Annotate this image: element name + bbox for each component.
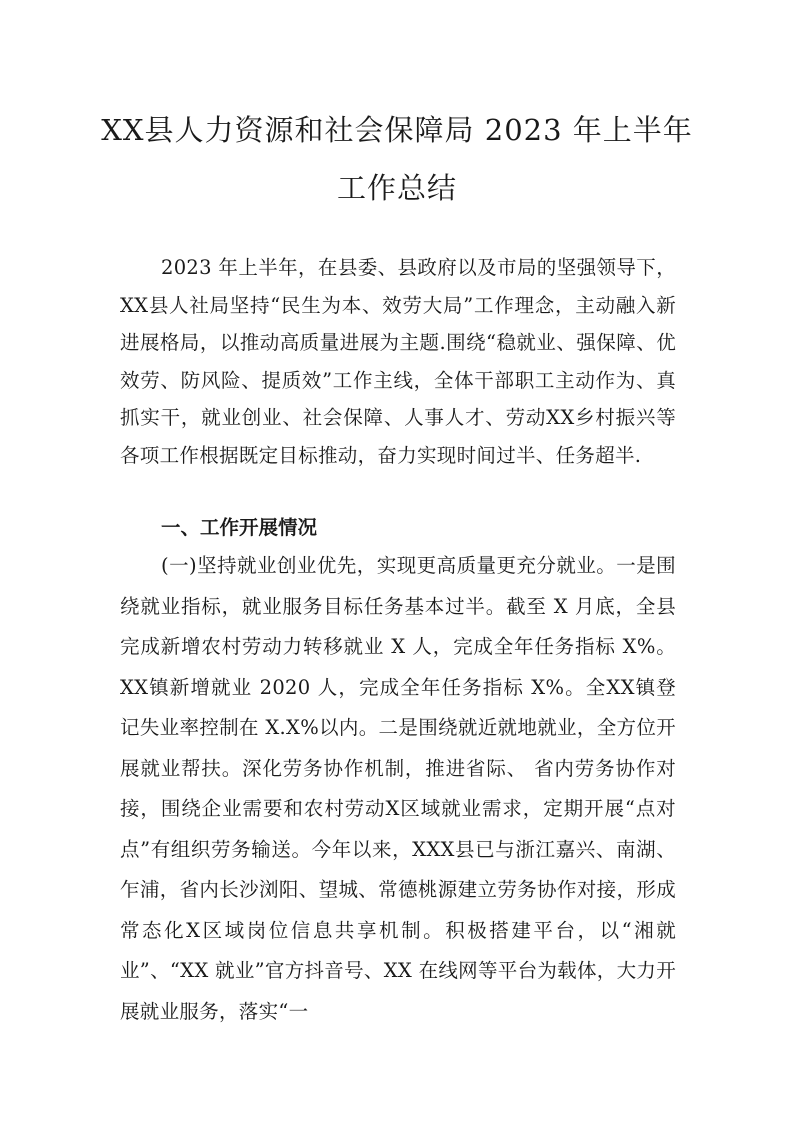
section-heading: 一、工作开展情况 xyxy=(161,516,318,539)
document-title-line-1: XX县人力资源和社会保障局 2023 年上半年 xyxy=(101,113,693,147)
intro-paragraph: 2023 年上半年，在县委、县政府以及市局的坚强领导下，XX县人社局坚持“民生为本、效劳大局”工作理念，主动融入新进展格局，以推动高质量进展为主题.围绕“稳就业、强保障、优效劳、防风险、提质效”工作主线，全体干部职工主动作为、真抓实干，就业创业、社会保障、人事人才、劳动XX乡村振兴等各项工作根据既定目标推动，奋力实现时间过半、任务超半. xyxy=(120,256,676,467)
document-title-line-2: 工作总结 xyxy=(336,171,457,205)
section-paragraph: (一)坚持就业创业优先，实现更高质量更充分就业。一是围绕就业指标，就业服务目标任务基本过半。截至 X 月底，全县完成新增农村劳动力转移就业 X 人，完成全年任务指标 X%。XX镇新增就业 2020 人，完成全年任务指标 X%。全XX镇登记失业率控制在 X.X%以内。二是围绕就近就地就业，全方位开展就业帮扶。深化劳务协作机制，推进省际、 省内劳务协作对接，围绕企业需要和农村劳动X区域就业需求，定期开展“点对点”有组织劳务输送。今年以来，XXX县已与浙江嘉兴、南湖、乍浦，省内长沙浏阳、望城、常德桃源建立劳务协作对接，形成常态化X区域岗位信息共享机制。积极搭建平台，以“湘就业”、“XX 就业”官方抖音号、XX 在线网等平台为载体，大力开展就业服务，落实“一 xyxy=(120,554,676,1023)
